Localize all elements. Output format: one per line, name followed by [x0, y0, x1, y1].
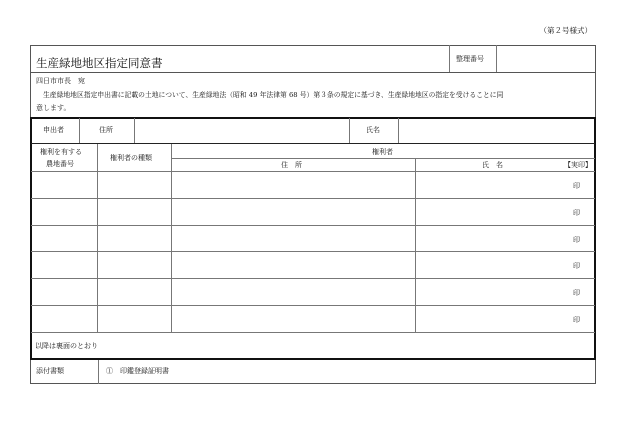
- farmland-number-cell[interactable]: [32, 252, 96, 277]
- applicant-divider: [79, 118, 80, 143]
- seiri-label: 整理番号: [456, 55, 484, 63]
- subheader-line: [171, 158, 595, 159]
- attachments-divider: [98, 360, 99, 384]
- right-type-cell[interactable]: [98, 226, 170, 250]
- col-jitsuin-label: 【実印】: [564, 161, 592, 169]
- col-right-type-label: 権利者の種類: [110, 154, 152, 162]
- col-name-label: 氏 名: [482, 161, 503, 169]
- rightholder-address-cell[interactable]: [172, 199, 414, 224]
- statement-line-2: 意します。: [36, 104, 71, 112]
- applicant-address-field[interactable]: [135, 119, 348, 142]
- right-type-cell[interactable]: [98, 279, 170, 304]
- col-address-label: 住 所: [281, 161, 302, 169]
- seal-mark: 印: [573, 236, 580, 244]
- rightholder-name-cell[interactable]: [416, 226, 594, 250]
- rightholder-name-cell[interactable]: [416, 306, 594, 331]
- continued-note: 以降は裏面のとおり: [35, 342, 98, 350]
- right-type-cell[interactable]: [98, 252, 170, 277]
- rightholder-address-cell[interactable]: [172, 172, 414, 197]
- right-type-cell[interactable]: [98, 306, 170, 331]
- farmland-number-cell[interactable]: [32, 172, 96, 197]
- applicant-name-label: 氏名: [366, 126, 380, 134]
- rightholder-name-cell[interactable]: [416, 252, 594, 277]
- col-rightholder-label: 権利者: [372, 148, 393, 156]
- seal-mark: 印: [573, 209, 580, 217]
- rightholder-name-cell[interactable]: [416, 199, 594, 224]
- col-farmland-label-1: 権利を有する: [40, 148, 82, 156]
- applicant-name-field[interactable]: [399, 119, 594, 142]
- table-bottom-line: [31, 332, 595, 333]
- right-type-cell[interactable]: [98, 172, 170, 197]
- applicant-divider: [349, 118, 350, 143]
- rightholder-address-cell[interactable]: [172, 306, 414, 331]
- rightholder-name-cell[interactable]: [416, 279, 594, 304]
- col-farmland-label-2: 農地番号: [46, 160, 74, 168]
- applicant-address-label: 住所: [99, 126, 113, 134]
- seal-mark: 印: [573, 289, 580, 297]
- form-number: （第２号様式）: [539, 26, 592, 35]
- right-type-cell[interactable]: [98, 199, 170, 224]
- applicant-label: 申出者: [43, 126, 64, 134]
- farmland-number-cell[interactable]: [32, 306, 96, 331]
- rightholder-address-cell[interactable]: [172, 226, 414, 250]
- page-title: 生産緑地地区指定同意書: [36, 56, 163, 70]
- seiri-number-field[interactable]: [497, 46, 595, 72]
- rightholder-address-cell[interactable]: [172, 279, 414, 304]
- farmland-number-cell[interactable]: [32, 199, 96, 224]
- attachments-item: ① 印鑑登録証明書: [106, 367, 169, 375]
- header-divider: [449, 45, 450, 73]
- seal-mark: 印: [573, 262, 580, 270]
- seal-mark: 印: [573, 182, 580, 190]
- attachments-label: 添付書類: [36, 367, 64, 375]
- applicant-row-bottom: [31, 143, 595, 144]
- rightholder-address-cell[interactable]: [172, 252, 414, 277]
- farmland-number-cell[interactable]: [32, 279, 96, 304]
- statement-line-1: 生産緑地地区指定申出書に記載の土地について、生産緑地法（昭和 49 年法律第 68 号）第３条の規定に基づき、生産緑地地区の指定を受けることに同: [43, 91, 504, 99]
- farmland-number-cell[interactable]: [32, 226, 96, 250]
- rightholder-name-cell[interactable]: [416, 172, 594, 197]
- addressee: 四日市市長 宛: [36, 77, 85, 85]
- seal-mark: 印: [573, 316, 580, 324]
